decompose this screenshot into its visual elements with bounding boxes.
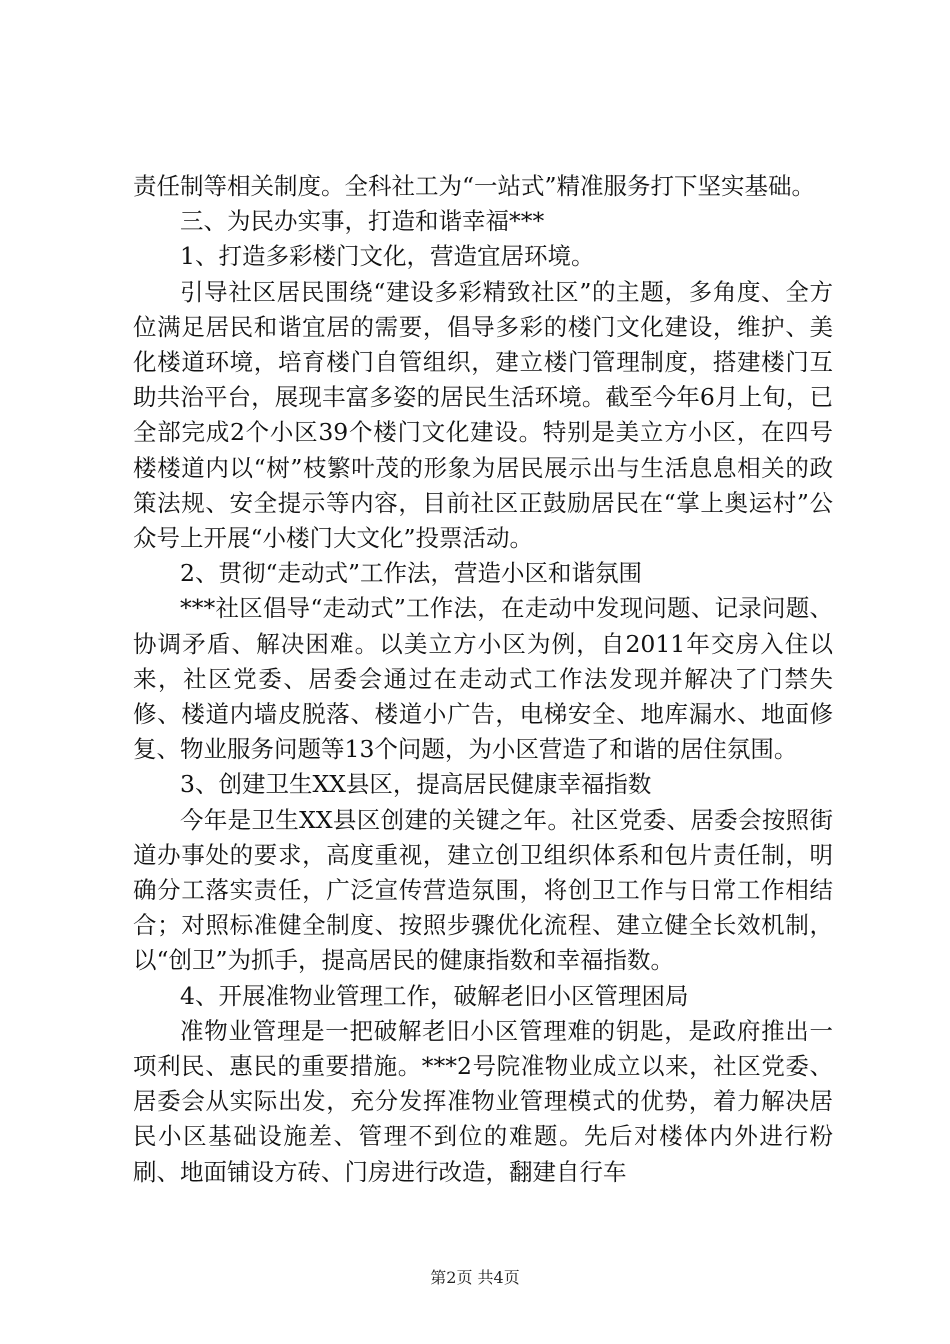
subheading-3: 3、创建卫生XX县区，提高居民健康幸福指数 bbox=[180, 770, 652, 799]
paragraph-1: 引导社区居民围绕“建设多彩精致社区”的主题，多角度、全方位满足居民和谐宜居的需要，倡导多彩的楼门文化建设，维护、美化楼道环境，培育楼门自管组织，建立楼门管理制度，搭建楼门互助共治平台，展现丰富多姿的居民生活环境。截至今年6月上旬，已全部完成2个小区39个楼门文化建设。特别是美立方小区，在四号楼楼道内以“树”枝繁叶茂的形象为居民展示出与生活息息相关的政策法规、安全提示等内容，目前社区正鼓励居民在“掌上奥运村”公众号上开展“小楼门大文化”投票活动。 bbox=[133, 277, 833, 553]
subheading-2: 2、贯彻“走动式”工作法，营造小区和谐氛围 bbox=[180, 559, 642, 588]
subheading-1: 1、打造多彩楼门文化，营造宜居环境。 bbox=[180, 242, 595, 271]
paragraph-2: ***社区倡导“走动式”工作法，在走动中发现问题、记录问题、协调矛盾、解决困难。以美立方小区为例，自2011年交房入住以来，社区党委、居委会通过在走动式工作法发现并解决了门禁失修、楼道内墙皮脱落、楼道小广告，电梯安全、地库漏水、地面修复、物业服务问题等13个问题，为小区营造了和谐的居住氛围。 bbox=[133, 594, 833, 764]
paragraph-4: 准物业管理是一把破解老旧小区管理难的钥匙，是政府推出一项利民、惠民的重要措施。***2号院准物业成立以来，社区党委、居委会从实际出发，充分发挥准物业管理模式的优势，着力解决居民小区基础设施差、管理不到位的难题。先后对楼体内外进行粉刷、地面铺设方砖、门房进行改造，翻建自行车 bbox=[133, 1016, 833, 1186]
paragraph-continuation: 责任制等相关制度。全科社工为“一站式”精准服务打下坚实基础。 bbox=[133, 172, 816, 200]
subheading-4: 4、开展准物业管理工作，破解老旧小区管理困局 bbox=[180, 981, 689, 1010]
section-heading: 三、为民办实事，打造和谐幸福*** bbox=[180, 207, 545, 236]
document-body bbox=[133, 169, 833, 1190]
page-number: 第2页 共4页 bbox=[430, 1268, 520, 1287]
paragraph-3: 今年是卫生XX县区创建的关键之年。社区党委、居委会按照街道办事处的要求，高度重视，建立创卫组织体系和包片责任制，明确分工落实责任，广泛宣传营造氛围，将创卫工作与日常工作相结合；对照标准健全制度、按照步骤优化流程、建立健全长效机制，以“创卫”为抓手，提高居民的健康指数和幸福指数。 bbox=[133, 805, 833, 975]
